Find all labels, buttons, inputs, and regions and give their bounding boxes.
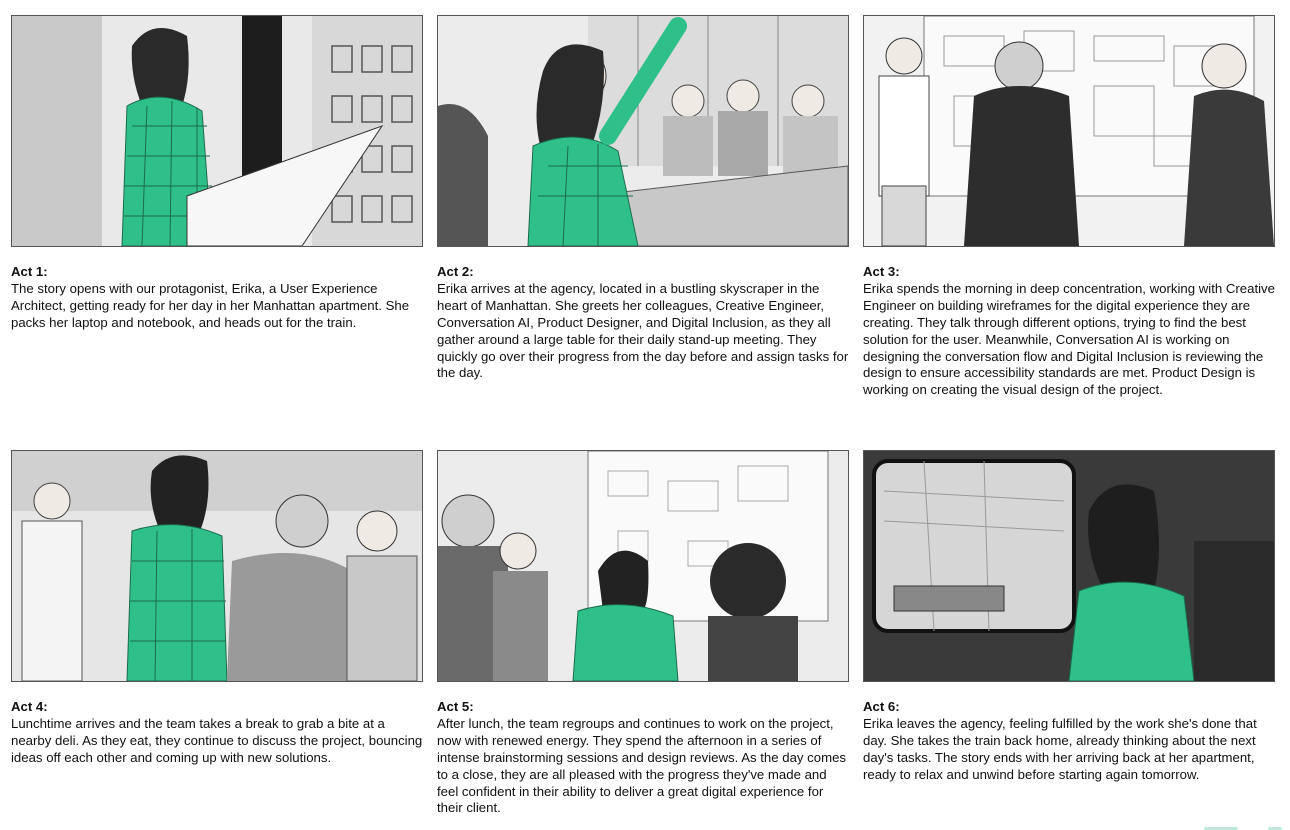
storyboard-panel-act-1 bbox=[11, 15, 423, 332]
act-6-text: Erika leaves the agency, feeling fulfilled by the work she's done that day. She takes the train back home, already thinking about the next day's tasks. The story ends with her arriving back at her apartment, ready to relax and unwind before starting again tomorrow. bbox=[863, 715, 1257, 782]
act-1-sketch bbox=[12, 16, 422, 246]
act-2-illustration bbox=[437, 15, 849, 247]
act-2-text: Erika arrives at the agency, located in a bustling skyscraper in the heart of Manhattan. She greets her colleagues, Creative Engineer, Conversation AI, Product Designer, and Digital Inclusion, as they all gather around a large table for their daily stand-up meeting. They quickly go over their progress from the day before and assign tasks for the day. bbox=[437, 280, 849, 381]
act-2-caption bbox=[437, 264, 849, 382]
storyboard-panel-act-6 bbox=[863, 450, 1275, 784]
storyboard-panel-act-2 bbox=[437, 15, 849, 382]
act-5-label: Act 5: bbox=[437, 699, 474, 714]
footer-decoration bbox=[1204, 826, 1284, 830]
act-1-illustration bbox=[11, 15, 423, 247]
act-2-sketch bbox=[438, 16, 848, 246]
act-6-illustration bbox=[863, 450, 1275, 682]
act-3-illustration bbox=[863, 15, 1275, 247]
act-6-sketch bbox=[864, 451, 1274, 681]
act-3-sketch bbox=[864, 16, 1274, 246]
act-3-label: Act 3: bbox=[863, 264, 900, 279]
act-2-label: Act 2: bbox=[437, 264, 474, 279]
act-6-caption bbox=[863, 699, 1275, 784]
storyboard-panel-act-3 bbox=[863, 15, 1275, 399]
storyboard-panel-act-4 bbox=[11, 450, 423, 767]
act-5-caption bbox=[437, 699, 849, 817]
act-5-illustration bbox=[437, 450, 849, 682]
act-4-label: Act 4: bbox=[11, 699, 48, 714]
act-5-sketch bbox=[438, 451, 848, 681]
act-3-caption bbox=[863, 264, 1275, 399]
act-4-text: Lunchtime arrives and the team takes a break to grab a bite at a nearby deli. As they eat, they continue to discuss the project, bouncing ideas off each other and coming up with new solutions. bbox=[11, 715, 423, 765]
act-4-caption bbox=[11, 699, 423, 767]
act-4-illustration bbox=[11, 450, 423, 682]
act-4-sketch bbox=[12, 451, 422, 681]
act-1-text: The story opens with our protagonist, Erika, a User Experience Architect, getting ready for her day in her Manhattan apartment. She packs her laptop and notebook, and heads out for the train. bbox=[11, 280, 410, 330]
act-3-text: Erika spends the morning in deep concentration, working with Creative Engineer on building wireframes for the digital experience they are creating. They talk through different options, trying to find the best solution for the user. Meanwhile, Conversation AI is working on designing the conversation flow and Digital Inclusion is reviewing the design to ensure accessibility standards are met. Product Design is working on creating the visual design of the project. bbox=[863, 280, 1275, 398]
act-5-text: After lunch, the team regroups and continues to work on the project, now with renewed energy. They spend the afternoon in a series of intense brainstorming sessions and design reviews. As the day comes to a close, they are all pleased with the progress they've made and feel confident in their ability to deliver a great digital experience for their client. bbox=[437, 715, 847, 816]
storyboard-panel-act-5 bbox=[437, 450, 849, 817]
act-1-label: Act 1: bbox=[11, 264, 48, 279]
act-6-label: Act 6: bbox=[863, 699, 900, 714]
act-1-caption bbox=[11, 264, 423, 332]
